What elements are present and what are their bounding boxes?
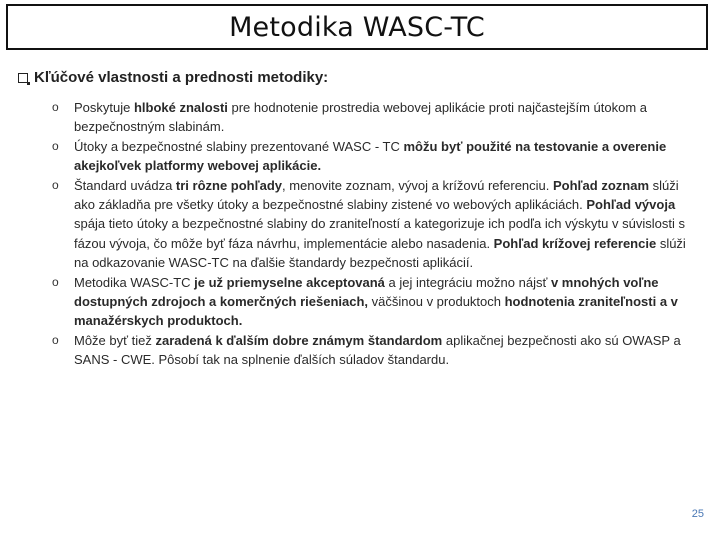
list-item [52,137,692,176]
body-text: slúži ako základňa pre všetky útoky a bezpečnostné slabiny zistené vo webových aplikáciách. [74,177,679,213]
body-text: Metodika WASC-TC [74,274,195,290]
emphasis-text: zaradená k ďalším dobre známym štandardom [155,332,443,348]
body-text: slúži na odkazovanie WASC-TC na ďalšie štandardy bezpečnosti aplikácií. [74,235,686,271]
slide-title: Metodika WASC-TC [229,11,485,43]
list-item [52,176,692,273]
emphasis-text: hlboké znalosti [133,100,228,115]
emphasis-text: Pohľad vývoja [586,197,676,213]
circle-bullet-icon: o [52,332,59,347]
slide-title-box [6,4,708,50]
emphasis-text: môžu byť použité na testovanie a overenie akejkoľvek platformy webovej aplikácie. [74,138,667,174]
list-item [52,331,692,370]
body-text: Poskytuje [74,100,134,115]
emphasis-text: Pohľad zoznam [553,177,650,193]
body-text: Štandard uvádza [74,177,176,193]
checkbox-bullet-icon [18,73,28,83]
emphasis-text: Pohľad krížovej referencie [493,235,657,251]
emphasis-text: hodnotenia zraniteľnosti a v manažérskych produktoch. [74,294,678,329]
circle-bullet-icon: o [52,100,59,114]
body-text: spája tieto útoky a bezpečnostné slabiny do zraniteľností a kategorizuje ich podľa ich výskytu v súvislosti s fázou vývoja, čo môže byť fáza návrhu, implementácie alebo nasadenia. [74,216,685,251]
circle-bullet-icon: o [52,138,59,153]
emphasis-text: tri rôzne pohľady [175,177,283,193]
body-text: pre hodnotenie prostredia webovej aplikácie proti najčastejším útokom a bezpečnostným slabinám. [74,100,648,135]
list-item [52,273,692,331]
section-heading-text: Kľúčové vlastnosti a prednosti metodiky: [34,69,329,86]
body-text: a jej integráciu možno nájsť [384,274,551,290]
circle-bullet-icon: o [52,177,59,192]
bullet-list [52,98,692,370]
body-text: , menovite zoznam, vývoj a krížovú referenciu. [282,177,553,193]
emphasis-text: v mnohých voľne dostupných zdrojoch a komerčných riešeniach, [74,274,659,310]
body-text: aplikačnej bezpečnosti ako sú OWASP a SANS - CWE. Pôsobí tak na splnenie ďalších súladov štandardu. [74,332,681,368]
body-text: väčšinou v produktoch [368,294,505,310]
list-item [52,98,692,137]
emphasis-text: je už priemyselne akceptovaná [194,274,385,290]
body-text: Útoky a bezpečnostné slabiny prezentované WASC - TC [74,138,404,154]
section-heading [18,69,328,86]
circle-bullet-icon: o [52,274,59,289]
body-text: Môže byť tiež [74,332,156,348]
page-number: 25 [691,508,704,520]
